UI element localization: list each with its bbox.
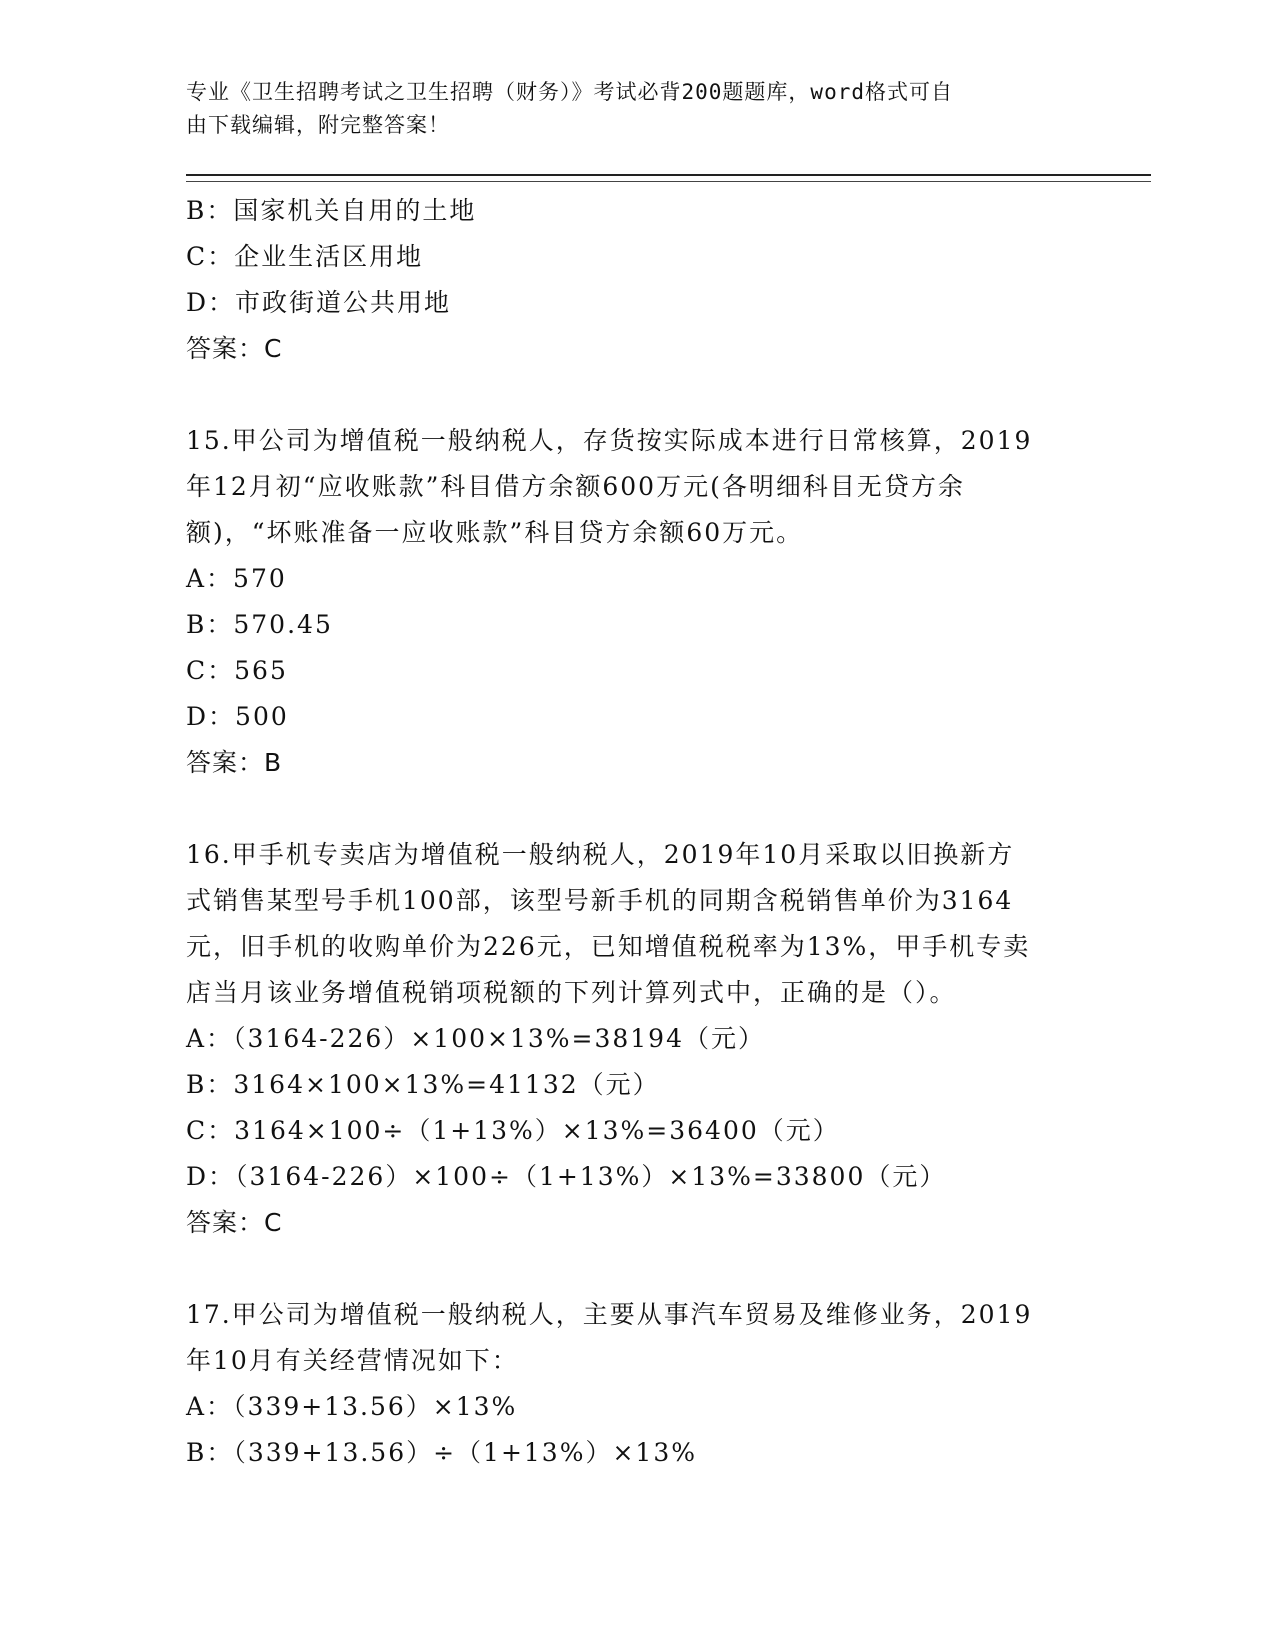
q15-answer: 答案：B [186,748,283,777]
q15-stem-line-1: 15.甲公司为增值税一般纳税人，存货按实际成本进行日常核算，2019 [186,426,1033,455]
question-16 [186,832,1086,1246]
document-body [186,188,1086,1476]
q16-option-d: D：（3164-226）×100÷（1+13%）×13%=33800（元） [186,1162,947,1191]
q14-option-d: D：市政街道公共用地 [186,288,452,317]
q15-stem-line-2: 年12月初“应收账款”科目借方余额600万元(各明细科目无贷方余 [186,472,965,501]
q14-option-c: C：企业生活区用地 [186,242,424,271]
q15-option-a: A：570 [186,564,287,593]
question-17 [186,1292,1086,1476]
q15-option-d: D：500 [186,702,289,731]
spacer [186,372,1086,418]
q17-option-b: B：（339+13.56）÷（1+13%）×13% [186,1438,697,1467]
q16-stem-line-4: 店当月该业务增值税销项税额的下列计算列式中，正确的是（）。 [186,978,957,1007]
q16-stem-line-2: 式销售某型号手机100部，该型号新手机的同期含税销售单价为3164 [186,886,1014,915]
q16-option-b: B：3164×100×13%=41132（元） [186,1070,660,1099]
q14-option-b: B：国家机关自用的土地 [186,196,477,225]
question-15 [186,418,1086,786]
q16-stem-line-3: 元，旧手机的收购单价为226元，已知增值税税率为13%，甲手机专卖 [186,932,1031,961]
document-header [186,76,1066,142]
q15-option-c: C：565 [186,656,288,685]
q17-stem-line-2: 年10月有关经营情况如下： [186,1346,519,1375]
header-divider-thick [186,174,1151,176]
question-14 [186,188,1086,372]
header-line-2: 由下载编辑，附完整答案！ [186,113,450,137]
header-divider-thin [186,181,1151,182]
spacer [186,1246,1086,1292]
spacer [186,786,1086,832]
q16-answer: 答案：C [186,1208,283,1237]
q14-answer: 答案：C [186,334,283,363]
q16-option-a: A：（3164-226）×100×13%=38194（元） [186,1024,765,1053]
q17-stem-line-1: 17.甲公司为增值税一般纳税人，主要从事汽车贸易及维修业务，2019 [186,1300,1033,1329]
q17-option-a: A：（339+13.56）×13% [186,1392,518,1421]
q15-option-b: B：570.45 [186,610,333,639]
header-line-1: 专业《卫生招聘考试之卫生招聘（财务）》考试必背200题题库，word格式可自 [186,80,953,104]
q15-stem-line-3: 额)，“坏账准备一应收账款”科目贷方余额60万元。 [186,518,804,547]
q16-option-c: C：3164×100÷（1+13%）×13%=36400（元） [186,1116,840,1145]
q16-stem-line-1: 16.甲手机专卖店为增值税一般纳税人，2019年10月采取以旧换新方 [186,840,1015,869]
